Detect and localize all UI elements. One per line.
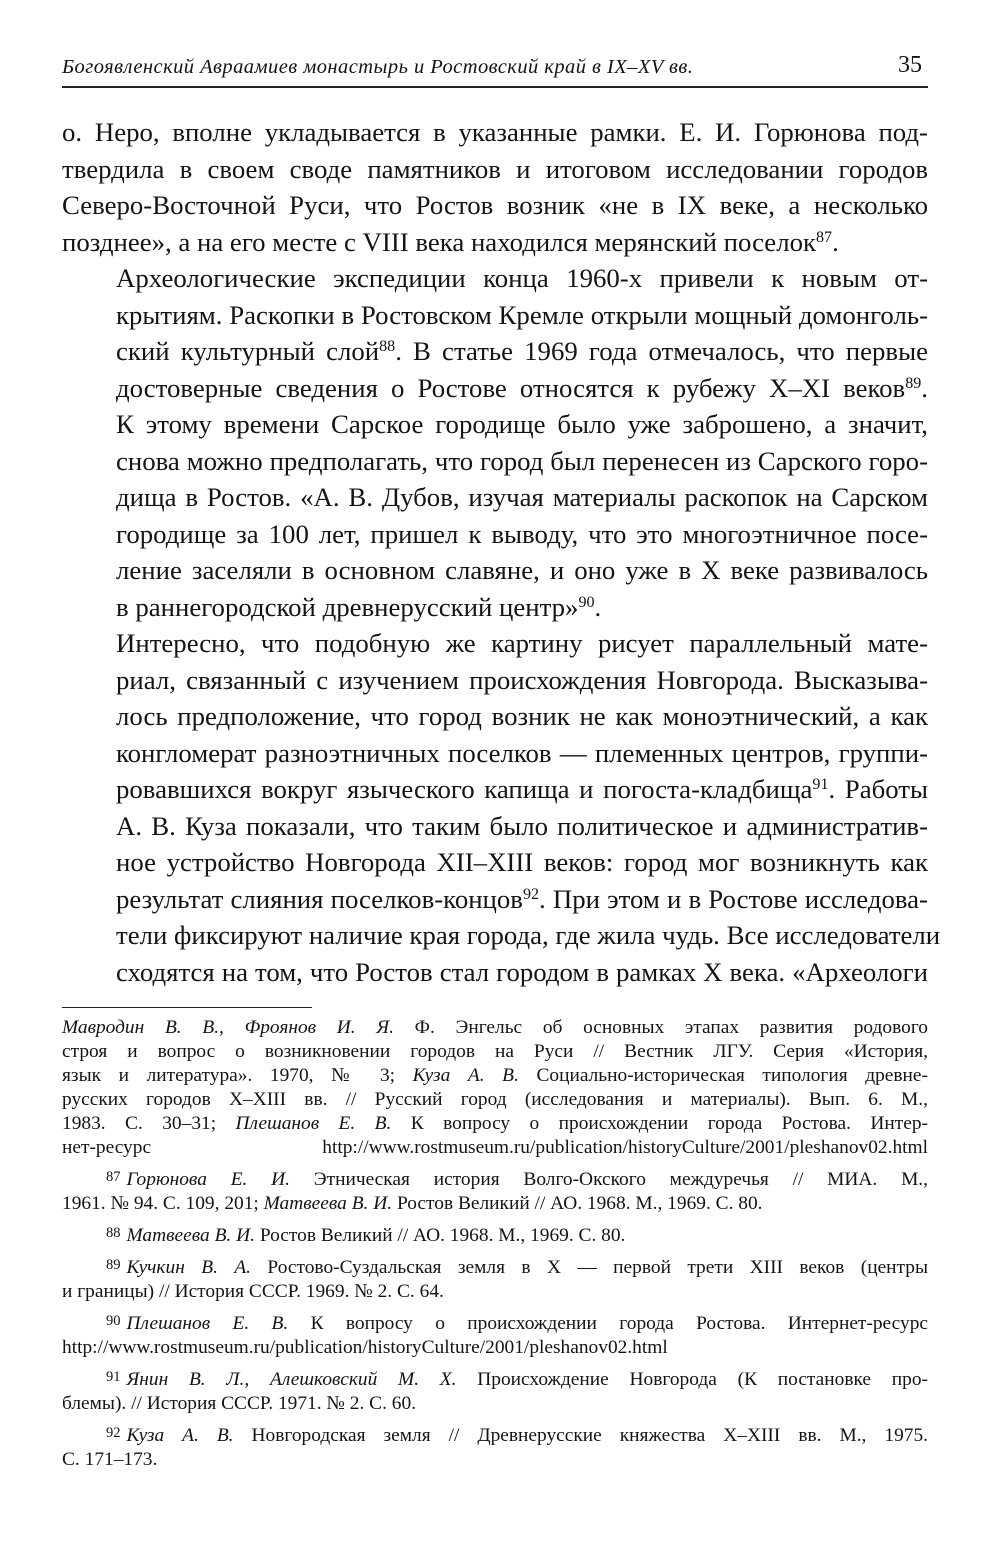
author-name: Кучкин В. А. [126, 1257, 252, 1278]
text-line: Северо-Восточной Руси, что Ростов возник «не в IX веке, а несколько [62, 190, 928, 220]
text-fragment: Социально-историческая типология древне- [518, 1065, 928, 1086]
text-fragment: Ростов Великий // АО. 1968. М., 1969. С. 80. [392, 1193, 763, 1214]
footnote-line [62, 1256, 928, 1280]
text-line: конгломерат разноэтничных поселков — племенных центров, группи- [116, 737, 928, 768]
footnote-ref-89[interactable]: 89 [905, 374, 922, 392]
paragraph-3 [62, 625, 941, 990]
footnote-line [62, 1112, 928, 1136]
footnote-line [62, 1368, 928, 1392]
footnote-number: 88 [106, 1225, 121, 1242]
text-fragment: . Работы [828, 774, 928, 804]
text-line: о. Неро, вполне укладывается в указанные рамки. Е. И. Горюнова под- [62, 117, 928, 147]
footnote-line [62, 1192, 928, 1216]
author-name: Куза А. В. [126, 1425, 234, 1446]
text-fragment: результат слияния поселков-концов [116, 883, 523, 914]
author-name: Плешанов Е. В. [235, 1113, 392, 1134]
paragraph-2 [62, 260, 928, 625]
text-line: городище за 100 лет, пришел к выводу, что это многоэтничное посе- [116, 518, 928, 549]
page-header [62, 52, 928, 88]
text-line: дища в Ростов. «А. В. Дубов, изучая материалы раскопок на Сарском [116, 482, 928, 512]
text-line: К этому времени Сарское городище было уже заброшено, а значит, [116, 409, 928, 439]
text-fragment: язык и литература». 1970, № 3; [62, 1065, 413, 1086]
footnote-92 [62, 1424, 928, 1472]
text-fragment: Ростов Великий // АО. 1968. М., 1969. С. 80. [254, 1225, 626, 1246]
text-line: твердила в своем своде памятников и итоговом исследовании городов [62, 153, 928, 184]
text-line [62, 224, 928, 261]
text-fragment: К вопросу о происхождении города Ростова. Интер- [391, 1113, 928, 1134]
footnote-url[interactable]: http://www.rostmuseum.ru/publication/historyCulture/2001/pleshanov02.html [62, 1337, 668, 1358]
text-fragment: позднее», а на его месте с VIII века находился мерянский поселок [62, 226, 816, 257]
footnote-87 [62, 1168, 928, 1216]
text-line: тели фиксируют наличие края города, где жила чудь. Все исследователи [116, 920, 941, 950]
text-fragment: в раннегородской древнерусский центр» [116, 591, 579, 622]
author-name: Матвеева В. И. [263, 1193, 393, 1214]
text-fragment: ский культурный слой [116, 336, 380, 366]
text-line: лось предположение, что город возник не как моноэтнический, а как [116, 701, 928, 731]
footnote-line: и границы) // История СССР. 1969. № 2. С. 64. [62, 1281, 444, 1302]
text-line: риал, связанный с изучением происхождения Новгорода. Высказыва- [116, 664, 928, 695]
page-number: 35 [898, 52, 922, 78]
text-line: снова можно предполагать, что город был перенесен из Сарского горо- [116, 445, 928, 476]
text-fragment: Ростово-Суздальская земля в X — первой трети XIII веков (центры [251, 1257, 928, 1278]
author-name: Мавродин В. В., Фроянов И. Я. [62, 1017, 394, 1038]
text-fragment: достоверные сведения о Ростове относятся к рубежу X–XI веков [116, 372, 906, 403]
main-text [62, 114, 941, 990]
footnote-line [62, 1016, 928, 1040]
footnote-ref-88[interactable]: 88 [379, 338, 396, 356]
text-line: ление заселяли в основном славяне, и оно уже в X веке развивалось [116, 555, 928, 585]
text-fragment: . [832, 226, 839, 257]
author-name: Куза А. В. [412, 1065, 519, 1086]
text-fragment: К вопросу о происхождении города Ростова. Интернет-ресурс [288, 1313, 928, 1334]
footnote-ref-90[interactable]: 90 [578, 593, 595, 611]
text-line: ное устройство Новгорода XII–XIII веков: город мог возникнуть как [116, 847, 928, 877]
text-fragment: . [921, 372, 928, 403]
footnote-ref-87[interactable]: 87 [816, 228, 833, 246]
text-line [62, 589, 928, 626]
footnote-number: 87 [106, 1169, 121, 1186]
footnote-number: 89 [106, 1257, 121, 1274]
text-line [62, 881, 928, 918]
text-fragment: ровавшихся вокруг языческого капища и погоста-кладбища [116, 774, 813, 804]
footnote-separator [62, 1007, 312, 1008]
text-line: Археологические экспедиции конца 1960-х привели к новым от- [116, 263, 928, 293]
text-line [62, 370, 928, 407]
text-line: крытиям. Раскопки в Ростовском Кремле открыли мощный домонголь- [116, 299, 928, 330]
text-fragment: Этническая история Волго-Окского междуречья // МИА. М., [290, 1169, 928, 1190]
text-line: сходятся на том, что Ростов стал городом в рамках X века. «Археологи [116, 956, 928, 987]
text-fragment: . [594, 591, 602, 622]
text-line [62, 771, 928, 808]
footnote-number: 92 [106, 1425, 121, 1442]
text-fragment: Новгородская земля // Древнерусские княжества X–XIII вв. М., 1975. [233, 1425, 929, 1446]
footnote-88 [62, 1224, 928, 1248]
text-fragment: 1961. № 94. С. 109, 201; [62, 1193, 264, 1214]
text-line: А. В. Куза показали, что таким было политическое и административ- [116, 810, 928, 841]
footnote-continuation [62, 1016, 928, 1160]
footnotes [62, 1016, 928, 1480]
text-fragment: . В статье 1969 года отмечалось, что первые [395, 336, 928, 366]
text-fragment: Происхождение Новгорода (К постановке про- [456, 1369, 928, 1390]
footnote-line: русских городов X–XIII вв. // Русский город (исследования и материалы). Вып. 6. М., [62, 1089, 928, 1110]
footnote-ref-92[interactable]: 92 [522, 885, 540, 903]
text-line [62, 333, 928, 370]
footnote-number: 91 [106, 1369, 121, 1386]
footnote-url[interactable]: нет-ресурс http://www.rostmuseum.ru/publication/historyCulture/2001/pleshanov02.html [62, 1137, 928, 1158]
footnote-line: С. 171–173. [62, 1449, 158, 1470]
text-fragment: 1983. С. 30–31; [62, 1113, 236, 1134]
footnote-91 [62, 1368, 928, 1416]
author-name: Матвеева В. И. [126, 1225, 255, 1246]
footnote-90 [62, 1312, 928, 1360]
footnote-line [62, 1312, 928, 1336]
text-fragment: . При этом и в Ростове исследова- [539, 883, 928, 914]
running-title: Богоявленский Авраамиев монастырь и Ростовский край в IX–XV вв. [62, 56, 694, 78]
author-name: Горюнова Е. И. [126, 1169, 291, 1190]
footnote-89 [62, 1256, 928, 1304]
footnote-line [62, 1424, 928, 1448]
footnote-ref-91[interactable]: 91 [812, 776, 829, 794]
footnote-number: 90 [106, 1313, 121, 1330]
author-name: Плешанов Е. В. [126, 1313, 289, 1334]
footnote-line [62, 1224, 928, 1248]
footnote-line: блемы). // История СССР. 1971. № 2. С. 60. [62, 1393, 417, 1414]
author-name: Янин В. Л., Алешковский М. Х. [126, 1369, 457, 1390]
text-line: Интересно, что подобную же картину рисует параллельный мате- [116, 628, 928, 658]
footnote-line: строя и вопрос о возникновении городов на Руси // Вестник ЛГУ. Серия «История, [62, 1041, 928, 1062]
paragraph-1 [62, 114, 928, 260]
footnote-line [62, 1168, 928, 1192]
text-fragment: Ф. Энгельс об основных этапах развития родового [393, 1017, 928, 1038]
footnote-line [62, 1064, 928, 1088]
